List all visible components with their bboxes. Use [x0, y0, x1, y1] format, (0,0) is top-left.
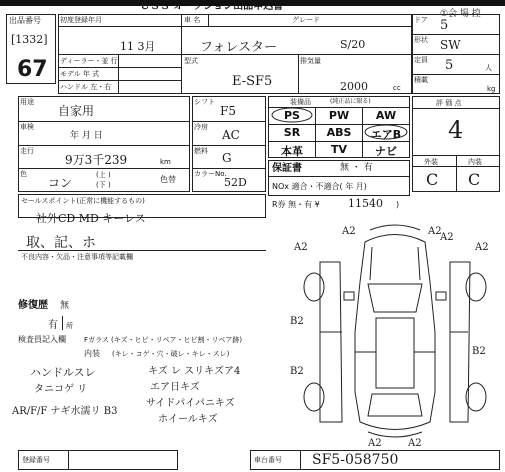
- shift-label: シフト: [194, 98, 215, 106]
- shape-value: SW: [440, 38, 461, 52]
- interior-notes-label: 内装: [84, 349, 100, 358]
- cc-unit: cc: [393, 84, 401, 92]
- evaluation-label: 評 価 点: [436, 99, 462, 107]
- dealer-label: ディーラー・並 行: [60, 57, 118, 65]
- car-damage-diagram: [290, 222, 500, 450]
- damage-mark-left-door: B2: [290, 316, 304, 327]
- interior-notes: (キレ・コゲ・穴・破レ・キレ・スレ): [112, 350, 230, 358]
- repair-history-label: 修復歴: [18, 300, 48, 311]
- lot-number-box: [6, 14, 56, 84]
- equip-sr: SR: [283, 126, 301, 139]
- color-upper: (上 ): [96, 171, 111, 179]
- evaluation-score: 4: [448, 116, 464, 144]
- inspector-label: 検査員記入欄: [18, 335, 66, 344]
- venue-copy-label: ①会 場 控: [440, 9, 481, 19]
- sales-point-label: セールスポイント(正常に機能するもの): [21, 197, 145, 205]
- damage-mark-left-rear: B2: [290, 366, 304, 377]
- equipment-label: 装備品: [290, 98, 311, 106]
- equip-airbag: エアB: [370, 128, 402, 141]
- interior-label: 内装: [468, 158, 482, 166]
- usage-value: 自家用: [58, 104, 95, 118]
- inspection-label: 車検: [20, 123, 34, 131]
- handle-label: ハンドル 左・右: [60, 83, 112, 91]
- doors-label: ドア: [414, 16, 428, 24]
- glass-notes: Fガラス (キズ・ヒビ・リペア・ヒビ割・リペア跡): [84, 336, 243, 344]
- recycle-amount: 11540: [348, 197, 383, 210]
- capacity-label: 定員: [414, 56, 428, 64]
- equip-aw: AW: [375, 109, 397, 122]
- shape-label: 形状: [414, 36, 428, 44]
- equip-tv: TV: [330, 143, 348, 156]
- defects-label: 不良内容・欠品・注意事項等記載欄: [21, 253, 133, 261]
- first-reg-label: 初度登録年月: [60, 16, 102, 24]
- model-value: E-SF5: [232, 74, 273, 89]
- chassis-number-value: SF5-058750: [312, 452, 399, 468]
- model-label: 型式: [184, 57, 198, 65]
- sales-point-line2: 取、記、ホ: [26, 235, 96, 251]
- inspection-date: 年 月 日: [70, 131, 103, 141]
- equip-abs: ABS: [326, 126, 352, 139]
- color-lower: (下 ): [96, 181, 111, 189]
- equip-ps: PS: [284, 109, 300, 122]
- note-burn: タニコゲ リ: [34, 384, 88, 395]
- km-unit: km: [160, 158, 171, 166]
- equipment-note: (純正品に限る): [330, 98, 371, 105]
- form-title: ＵＳＳ オークション出品申込書: [140, 1, 284, 12]
- damage-mark-right-front: A2: [440, 232, 454, 243]
- damage-mark-rear-left: A2: [368, 438, 382, 449]
- interior-grade: C: [468, 170, 481, 189]
- reg-number-label: 登録番号: [22, 456, 50, 464]
- color-change-label: 色替: [160, 175, 176, 184]
- load-label: 積載: [414, 76, 428, 84]
- recycle-suffix: ): [396, 200, 400, 209]
- note-airdam: エア日キズ: [150, 382, 200, 393]
- ac-value: AC: [222, 128, 240, 142]
- sales-point-line1: 社外CD MD キーレス: [36, 212, 146, 225]
- model-year-label: モデル 年 式: [60, 70, 100, 78]
- color-no-label: カラーNo.: [194, 170, 227, 178]
- damage-mark-front-right: A2: [428, 226, 442, 237]
- equip-pw: PW: [328, 109, 350, 122]
- capacity-value: 5: [445, 58, 454, 73]
- shift-value: F5: [220, 104, 236, 118]
- grade-value: S/20: [340, 38, 366, 51]
- repair-location: 所: [66, 322, 73, 330]
- first-reg-value: 11 3月: [120, 40, 156, 53]
- usage-label: 用途: [20, 98, 34, 106]
- fuel-value: G: [222, 151, 232, 165]
- damage-mark-rear-right: A2: [408, 438, 422, 449]
- warranty-value: 無 ・ 有: [340, 163, 373, 173]
- grade-label: グレード: [292, 16, 320, 24]
- equipment-circles: [268, 107, 410, 158]
- car-name-value: フォレスター: [200, 40, 277, 55]
- note-wheel: ホイールキズ: [158, 414, 218, 425]
- exterior-grade: C: [426, 170, 439, 189]
- damage-mark-front-left: A2: [342, 226, 356, 237]
- damage-mark-right-fender: A2: [475, 242, 489, 253]
- mileage-value: 9万3千239: [65, 153, 128, 167]
- lot-bracket-number: [1332]: [11, 33, 48, 46]
- load-unit: kg: [487, 85, 496, 93]
- mileage-label: 走行: [20, 147, 34, 155]
- nox-status: NOx 適合・不適合( 年 月): [272, 182, 367, 191]
- lot-number: 67: [17, 57, 48, 82]
- recycle-label: R券 無・有 ¥: [272, 200, 320, 209]
- note-side-pipe: サイドパイパニキズ: [146, 398, 235, 409]
- exterior-label: 外装: [424, 158, 438, 166]
- color-label: 色: [20, 170, 27, 178]
- displacement-label: 排気量: [300, 57, 321, 65]
- lot-number-label: 出品番号: [9, 16, 41, 25]
- equip-leather: 本革: [281, 145, 303, 158]
- note-handle-wear: ハンドルスレ: [30, 366, 96, 379]
- doors-value: 5: [440, 18, 449, 33]
- car-name-label: 車 名: [184, 16, 201, 24]
- ac-label: 冷房: [194, 123, 208, 131]
- damage-mark-right-door: B2: [472, 346, 486, 357]
- color-no-value: 52D: [224, 176, 247, 189]
- chassis-number-label: 車台番号: [254, 456, 282, 464]
- equip-navi: ナビ: [375, 145, 397, 158]
- repair-yes: 有: [48, 320, 58, 331]
- displacement-value: 2000: [340, 80, 368, 93]
- note-floor-water: AR/F/F ナギ水濡リ B3: [12, 406, 118, 417]
- damage-mark-left-fender: A2: [294, 242, 308, 253]
- warranty-label: 保証書: [272, 163, 302, 174]
- note-scratch-a4: キズ レ スリキズア4: [148, 366, 241, 377]
- repair-none: 無: [60, 301, 70, 311]
- capacity-unit: 人: [485, 64, 492, 72]
- fuel-label: 燃料: [194, 147, 208, 155]
- color-value: コン: [48, 176, 73, 190]
